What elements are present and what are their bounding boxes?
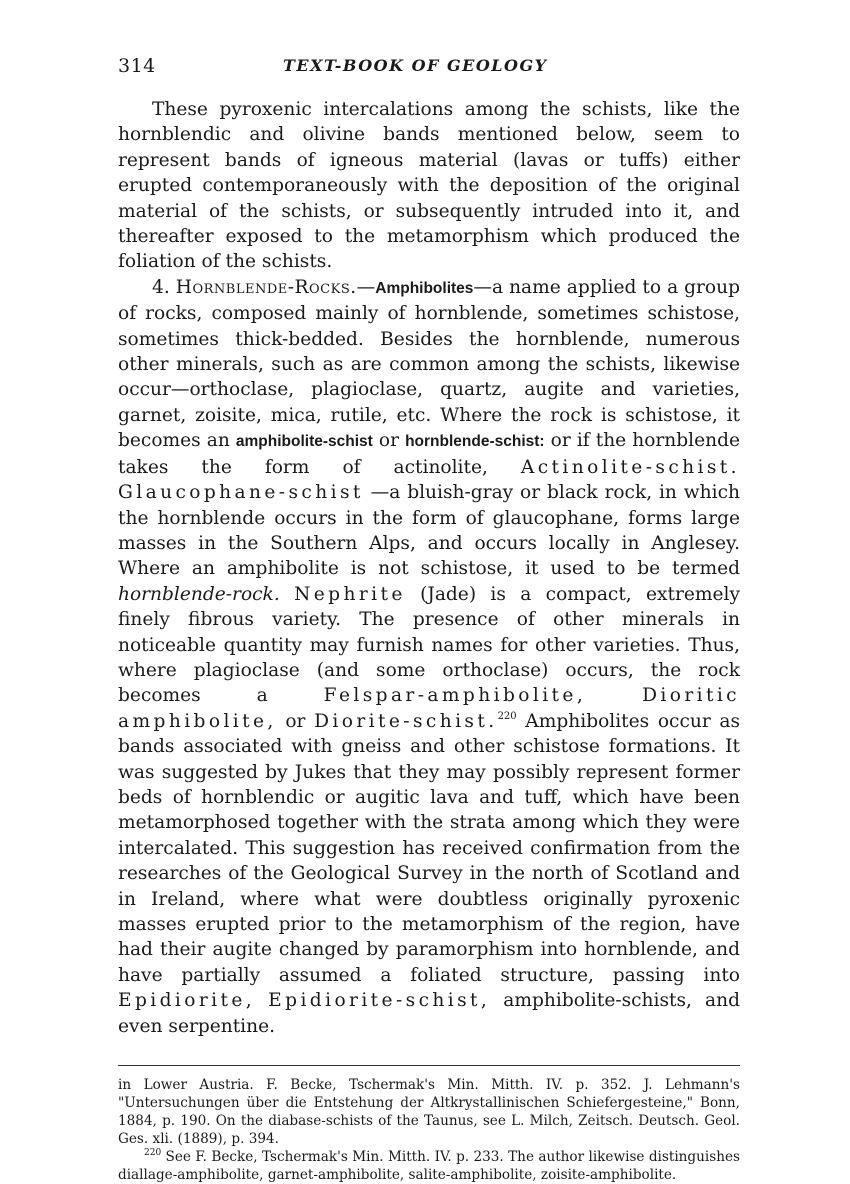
term-dioritic-amphibolite: Dioritic amphibolite, — [118, 685, 740, 732]
running-head: TEXT-BOOK OF GEOLOGY — [283, 56, 548, 75]
footnote-reference[interactable]: 220 — [497, 710, 517, 722]
term-felspar-amphibolite: Felspar-amphibolite, — [323, 685, 587, 707]
text-run — [586, 685, 642, 706]
footnote-marker: 220 — [144, 1148, 162, 1159]
text-run: — — [356, 276, 376, 298]
text-run: —a bluish-gray or black rock, in which the hornblende occurs in the form of glaucophane, forms large masses in the Southern Alps, and occurs locally in Anglesey. Where an amphibolite is not schistose, it used to be termed — [118, 482, 740, 580]
page-header — [118, 55, 740, 91]
term-hornblende-schist: hornblende-schist: — [405, 433, 545, 451]
text-run: amphibolite-schists, and even serpentine. — [118, 990, 740, 1037]
text-run: or if the hornblende takes the form of actinolite, — [118, 430, 741, 478]
text-run: Amphibolites occur as bands associated with gneiss and other schistose formations. It was suggested by Jukes that they may possibly represent former beds of hornblendic or augitic lava and tuff, which have been metamorphosed together with the strata among which they were intercalated. This suggestion has received confirmation from the researches of the Geological Survey in the north of Scotland and in Ireland, where what were doubtless originally pyroxenic masses erupted prior to the metamorphism of the region, have had their augite changed by paramorphism into hornblende, and have partially assumed a foliated structure, passing into — [118, 710, 741, 986]
text-run — [255, 990, 268, 1011]
term-epidiorite-schist: Epidiorite-schist, — [268, 990, 491, 1012]
text-run: (Jade) is a compact, extremely finely fibrous variety. The presence of other minerals in noticeable quantity may furnish names for other varieties. Thus, where plagioclase (and some orthoclase) occurs, the rock becomes a — [118, 583, 740, 707]
section-number: 4. — [152, 276, 170, 298]
term-nephrite: Nephrite — [294, 583, 406, 605]
term-epidiorite: Epidiorite, — [118, 990, 256, 1012]
footnotes — [118, 1076, 740, 1184]
term-amphibolites: Amphibolites — [375, 279, 474, 297]
section-heading: Hornblende-Rocks. — [175, 276, 357, 298]
footnote-text: See F. Becke, Tschermak's Min. Mitth. IV. p. 233. The author likewise distinguishes diallage-amphibolite, garnet-amphibolite, salite-amphibolite, zoisite-amphibolite. — [118, 1149, 740, 1184]
term-diorite-schist: Diorite-schist. — [314, 710, 498, 732]
term-actinolite-schist: Actinolite-schist. — [520, 456, 740, 478]
term-glaucophane-schist: Glaucophane-schist — [118, 482, 364, 504]
text-run: or — [276, 710, 315, 732]
page-number: 314 — [118, 55, 156, 77]
term-hornblende-rock: hornblende-rock. — [118, 583, 280, 605]
footnote-220 — [118, 1148, 740, 1184]
body-text — [118, 97, 740, 1039]
footnote-divider — [118, 1065, 740, 1066]
paragraph-pyroxenic-intercalations: These pyroxenic intercalations among the schists, like the hornblendic and olivine bands mentioned below, seem to represent bands of igneous material (lavas or tuffs) either erupted contemporaneously with the deposition of the original material of the schists, or subsequently intruded into it, and thereafter exposed to the metamorphism which produced the foliation of the schists. — [118, 99, 740, 273]
term-amphibolite-schist: amphibolite-schist — [235, 433, 373, 451]
book-page — [118, 55, 740, 1184]
text-run: —a name applied to a group of rocks, composed mainly of hornblende, sometimes schistose, sometimes thick-bedded. Besides the hornblende, numerous other minerals, such as are common among the schists, likewise occur—orthoclase, plagioclase, quartz, augite and varieties, garnet, zoisite, mica, rutile, etc. Where the rock is schistose, it becomes an — [118, 276, 740, 452]
text-run — [280, 584, 294, 605]
text-run: or — [372, 430, 406, 452]
paragraph-hornblende-rocks — [118, 275, 740, 1039]
footnote-continued: in Lower Austria. F. Becke, Tschermak's Min. Mitth. IV. p. 352. J. Lehmann's "Untersuchungen über die Entstehung der Altkrystallinischen Schiefergesteine," Bonn, 1884, p. 190. On the diabase-schists of the Taunus, see L. Milch, Zeitsch. Deutsch. Geol. Ges. xli. (1889), p. 394. — [118, 1077, 740, 1148]
